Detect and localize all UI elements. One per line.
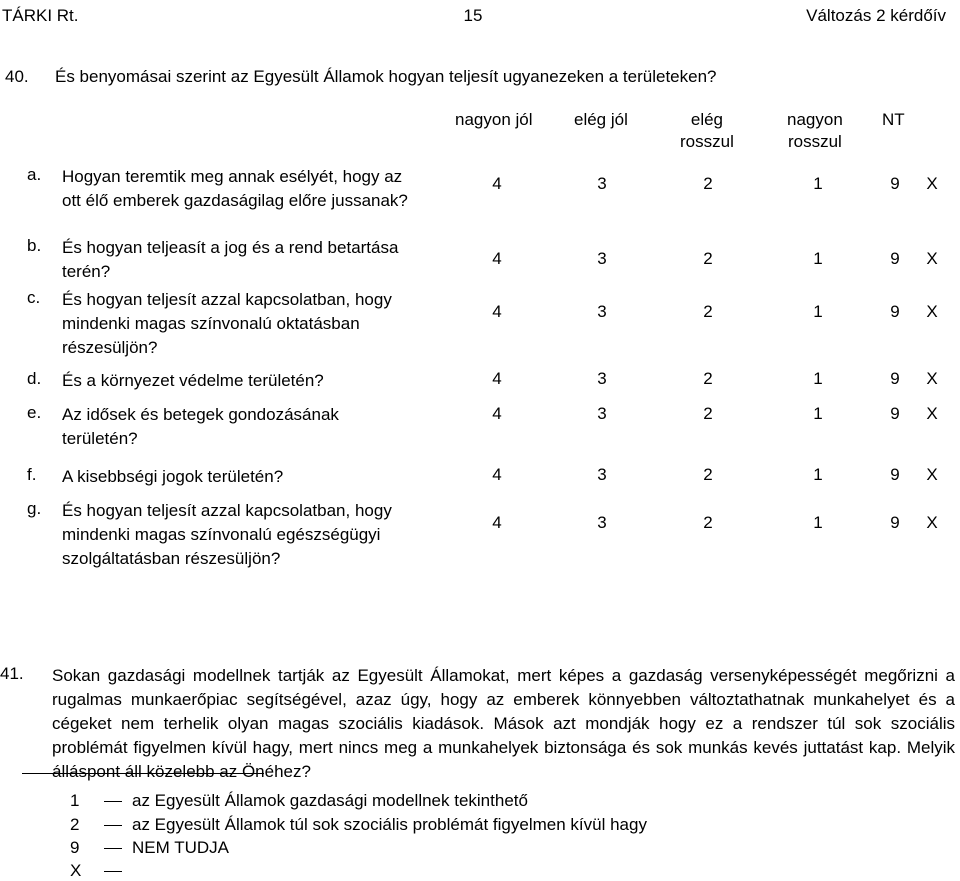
answer-code: X	[926, 249, 938, 268]
answer-code: 4	[492, 404, 502, 423]
column-header-eleg-jol: elég jól	[574, 110, 628, 129]
answer-code: 4	[492, 513, 502, 532]
answer-code: X	[926, 174, 938, 193]
answer-code: 1	[813, 465, 823, 484]
item-text: Az idősek és betegek gondozásának területén?	[62, 405, 339, 448]
option-label: NEM TUDJA	[132, 838, 229, 857]
item-text: És a környezet védelme területén?	[62, 371, 324, 390]
question-41-text: Sokan gazdasági modellnek tartják az Egyesült Államokat, mert képes a gazdaság versenyképességét megőrizni a rugalmas munkaerőpiac segítségével, azaz úgy, hogy az emberek könnyebben változtathatnak munkahelyet és a cégeket nem terhelik olyan magas szociális kiadások. Mások azt mondják hogy ez a rendszer túl sok szociális problémát figyelmen kívül hagy, mert nincs meg a munkahelyek biztonsága és sok munkás kevés juttatást kap. Melyik álláspont áll közelebb az Önéhez?	[52, 666, 955, 781]
answer-code: X	[926, 513, 938, 532]
option-label: az Egyesült Államok gazdasági modellnek tekinthető	[132, 791, 528, 810]
option-dash	[104, 848, 122, 849]
answer-code: 4	[492, 465, 502, 484]
answer-code: 4	[492, 249, 502, 268]
answer-code: 2	[703, 369, 713, 388]
option-code: 9	[70, 838, 80, 857]
answer-code: X	[926, 465, 938, 484]
item-letter: d.	[27, 369, 42, 388]
answer-code: 9	[890, 174, 900, 193]
answer-code: 3	[597, 174, 607, 193]
answer-code: 9	[890, 465, 900, 484]
answer-code: 4	[492, 302, 502, 321]
answer-code: 4	[492, 174, 502, 193]
answer-code: 1	[813, 174, 823, 193]
option-dash	[104, 825, 122, 826]
answer-code: 9	[890, 404, 900, 423]
answer-code: 9	[890, 249, 900, 268]
answer-code: 2	[703, 465, 713, 484]
answer-code: 4	[492, 369, 502, 388]
answer-code: 1	[813, 369, 823, 388]
answer-code: 2	[703, 302, 713, 321]
item-text: A kisebbségi jogok területén?	[62, 467, 284, 486]
answer-code: X	[926, 302, 938, 321]
option-label: az Egyesült Államok túl sok szociális problémát figyelmen kívül hagy	[132, 815, 647, 834]
column-header-nt: NT	[882, 110, 905, 129]
page-number: 15	[463, 6, 483, 25]
question-41-number: 41.	[0, 664, 24, 683]
option-dash	[104, 801, 122, 802]
item-text: És hogyan teljesít azzal kapcsolatban, hogy mindenki magas színvonalú oktatásban részesüljön?	[62, 290, 392, 357]
option-code: 2	[70, 815, 80, 834]
answer-code: 3	[597, 465, 607, 484]
answer-code: X	[926, 404, 938, 423]
item-text: Hogyan teremtik meg annak esélyét, hogy az ott élő emberek gazdaságilag előre jussanak?	[62, 167, 408, 210]
question-40-number: 40.	[5, 67, 29, 86]
answer-code: 1	[813, 302, 823, 321]
answer-code: 1	[813, 249, 823, 268]
answer-code: 2	[703, 513, 713, 532]
column-header-nagyon-jol: nagyon jól	[455, 110, 533, 129]
answer-code: 9	[890, 302, 900, 321]
answer-code: X	[926, 369, 938, 388]
option-dash	[104, 871, 122, 872]
item-text: És hogyan teljeasít a jog és a rend betartása terén?	[62, 238, 399, 281]
answer-code: 9	[890, 369, 900, 388]
separator-line	[22, 773, 264, 774]
answer-code: 9	[890, 513, 900, 532]
answer-code: 3	[597, 404, 607, 423]
item-letter: a.	[27, 165, 42, 184]
column-header-nagyon-rosszul: nagyon rosszul	[787, 110, 843, 151]
answer-code: 3	[597, 249, 607, 268]
header-right: Változás 2 kérdőív	[806, 6, 946, 25]
item-text: És hogyan teljesít azzal kapcsolatban, hogy mindenki magas színvonalú egészségügyi szolgáltatásban részesüljön?	[62, 501, 392, 568]
item-letter: e.	[27, 403, 42, 422]
column-header-eleg-rosszul: elég rosszul	[680, 110, 734, 151]
answer-code: 1	[813, 513, 823, 532]
item-letter: g.	[27, 499, 42, 518]
answer-code: 3	[597, 302, 607, 321]
header-left: TÁRKI Rt.	[2, 6, 79, 25]
answer-code: 2	[703, 174, 713, 193]
answer-code: 2	[703, 249, 713, 268]
answer-code: 3	[597, 513, 607, 532]
option-code: X	[70, 861, 82, 880]
answer-code: 2	[703, 404, 713, 423]
answer-code: 1	[813, 404, 823, 423]
question-40-text: És benyomásai szerint az Egyesült Államok hogyan teljesít ugyanezeken a területeken?	[55, 67, 717, 86]
item-letter: b.	[27, 236, 42, 255]
item-letter: f.	[27, 465, 37, 484]
item-letter: c.	[27, 288, 41, 307]
option-code: 1	[70, 791, 80, 810]
answer-code: 3	[597, 369, 607, 388]
